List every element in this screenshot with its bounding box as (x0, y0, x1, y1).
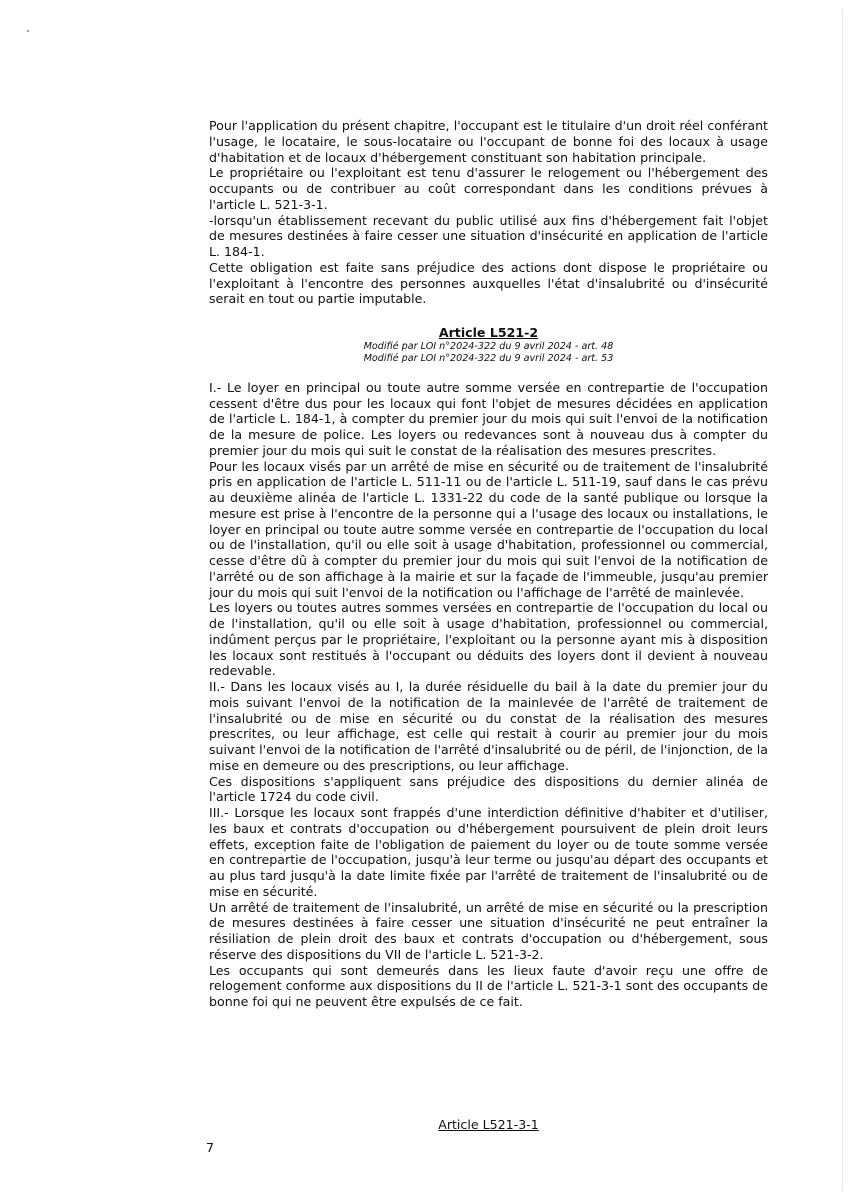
paragraph: III.- Lorsque les locaux sont frappés d'une interdiction définitive d'habiter et d'utiliser, les baux et contrats d'occupation ou d'hébergement poursuivent de plein droit leurs effets, exception faite de l'obligation de paiement du loyer ou de toute somme versée en contrepartie de l'occupation, jusqu'à leur terme ou jusqu'au départ des occupants et au plus tard jusqu'à la date limite fixée par l'arrêté de traitement de l'insalubrité ou de mise en sécurité. (209, 805, 768, 899)
paragraph: Les occupants qui sont demeurés dans les lieux faute d'avoir reçu une offre de relogement conforme aux dispositions du II de l'article L. 521-3-1 sont des occupants de bonne foi qui ne peuvent être expulsés de ce fait. (209, 962, 768, 1009)
amendment-note: Modifié par LOI n°2024-322 du 9 avril 2024 - art. 53 (363, 352, 614, 364)
paragraph: Un arrêté de traitement de l'insalubrité, un arrêté de mise en sécurité ou la prescription de mesures destinées à faire cesser une situation d'insécurité ne peut entraîner la résiliation de plein droit des baux et contrats d'occupation ou d'hébergement, sous réserve des dispositions du VII de l'article L. 521-3-2. (209, 899, 768, 962)
paragraph: Ces dispositions s'appliquent sans préjudice des dispositions du dernier alinéa de l'article 1724 du code civil. (209, 773, 768, 805)
amendment-note: Modifié par LOI n°2024-322 du 9 avril 2024 - art. 48 (363, 340, 614, 352)
spacer (209, 365, 768, 380)
paragraph: Le propriétaire ou l'exploitant est tenu d'assurer le relogement ou l'hébergement des occupants ou de contribuer au coût correspondant dans les conditions prévues à l'article L. 521-3-1. (209, 165, 768, 212)
article-heading-l521-2: Article L521-2 (438, 325, 539, 340)
scan-speck (27, 30, 29, 32)
paragraph: Pour l'application du présent chapitre, l'occupant est le titulaire d'un droit réel conférant l'usage, le locataire, le sous-locataire ou l'occupant de bonne foi des locaux à usage d'habitation et de locaux d'hébergement constituant son habitation principale. (209, 118, 768, 165)
page-number: 7 (206, 1140, 215, 1155)
paragraph: I.- Le loyer en principal ou toute autre somme versée en contrepartie de l'occupation cessent d'être dus pour les locaux qui font l'objet de mesures décidées en application de l'article L. 184-1, à compter du premier jour du mois qui suit l'envoi de la notification de la mesure de police. Les loyers ou redevances sont à nouveau dus à compter du premier jour du mois qui suit le constat de la réalisation des mesures prescrites. (209, 379, 768, 458)
paragraph: -lorsqu'un établissement recevant du public utilisé aux fins d'hébergement fait l'objet de mesures destinées à faire cesser une situation d'insécurité en application de l'article L. 184-1. (209, 212, 768, 259)
paragraph: Pour les locaux visés par un arrêté de mise en sécurité ou de traitement de l'insalubrité pris en application de l'article L. 511-11 ou de l'article L. 511-19, sauf dans le cas prévu au deuxième alinéa de l'article L. 1331-22 du code de la santé publique ou lorsque la mesure est prise à l'encontre de la personne qui a l'usage des locaux ou installations, le loyer en principal ou toute autre somme versée en contrepartie de l'occupation du local ou de l'installation, qu'il ou elle soit à usage d'habitation, professionnel ou commercial, cesse d'être dû à compter du premier jour du mois qui suit l'envoi de la notification de l'arrêté ou de son affichage à la mairie et sur la façade de l'immeuble, jusqu'au premier jour du mois qui suit l'envoi de la notification ou l'affichage de l'arrêté de mainlevée. (209, 458, 768, 600)
paragraph: Cette obligation est faite sans préjudice des actions dont dispose le propriétaire ou l'exploitant à l'encontre des personnes auxquelles l'état d'insalubrité ou d'insécurité serait en tout ou partie imputable. (209, 259, 768, 307)
article-heading-l521-3-1: Article L521-3-1 (438, 1117, 539, 1132)
document-body (209, 118, 768, 1010)
scan-edge-line (842, 10, 843, 1190)
paragraph: II.- Dans les locaux visés au I, la durée résiduelle du bail à la date du premier jour du mois suivant l'envoi de la notification de la mainlevée de l'arrêté de traitement de l'insalubrité ou de mise en sécurité ou du constat de la réalisation des mesures prescrites, ou leur affichage, est celle qui restait à courir au premier jour du mois suivant l'envoi de la notification de l'arrêté d'insalubrité ou de péril, de l'injonction, de la mise en demeure ou des prescriptions, ou leur affichage. (209, 679, 768, 773)
paragraph: Les loyers ou toutes autres sommes versées en contrepartie de l'occupation du local ou de l'installation, qu'il ou elle soit à usage d'habitation, professionnel ou commercial, indûment perçus par le propriétaire, l'exploitant ou la personne ayant mis à disposition les locaux sont restitués à l'occupant ou déduits des loyers dont il devient à nouveau redevable. (209, 600, 768, 679)
